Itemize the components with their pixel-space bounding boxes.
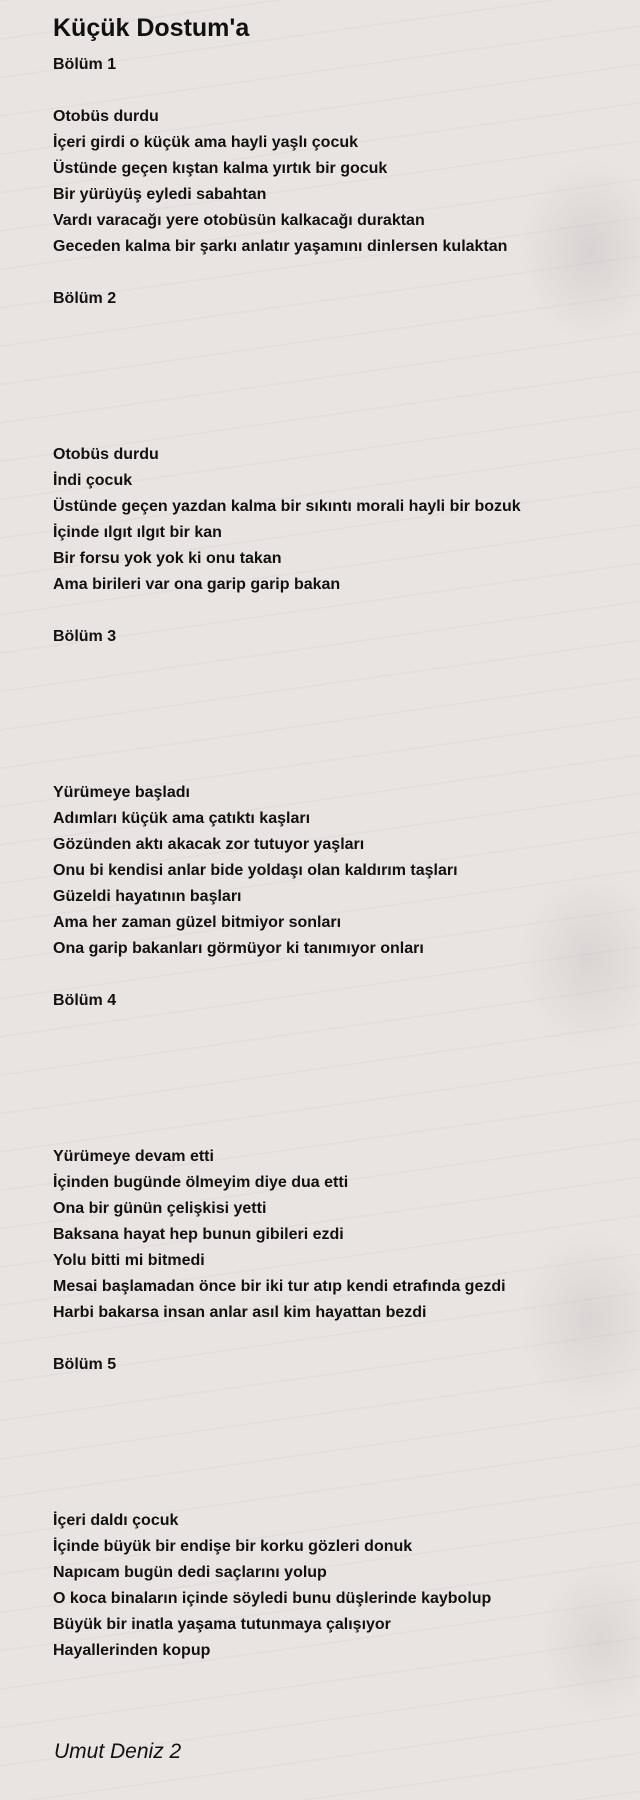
poem-line: Yürümeye devam etti — [53, 1148, 214, 1165]
poem-line: Ona garip bakanları görmüyor ki tanımıyor onları — [53, 940, 424, 957]
poem-line: Geceden kalma bir şarkı anlatır yaşamını dinlersen kulaktan — [53, 238, 508, 255]
poem-line: Bölüm 1 — [53, 56, 117, 73]
poem-blank-line — [53, 702, 613, 728]
poem-blank-line — [53, 676, 613, 702]
poem-line: Vardı varacağı yere otobüsün kalkacağı duraktan — [53, 212, 425, 229]
poem-blank-line — [53, 962, 613, 988]
poem-line: Otobüs durdu — [53, 108, 159, 125]
poem-line: Napıcam bugün dedi saçlarını yolup — [53, 1564, 327, 1581]
poem-line: Mesai başlamadan önce bir iki tur atıp kendi etrafında gezdi — [53, 1278, 506, 1295]
poem-line: Bölüm 3 — [53, 628, 117, 645]
poem-line: Üstünde geçen yazdan kalma bir sıkıntı morali hayli bir bozuk — [53, 498, 521, 515]
author-name[interactable]: Umut Deniz 2 — [54, 1740, 182, 1763]
poem-line: Hayallerinden kopup — [53, 1642, 211, 1659]
poem-blank-line — [53, 1326, 613, 1352]
poem-line: İçinde ılgıt ılgıt bir kan — [53, 524, 222, 541]
poem-line: Otobüs durdu — [53, 446, 159, 463]
poem-blank-line — [53, 1118, 613, 1144]
poem-line: Üstünde geçen kıştan kalma yırtık bir gocuk — [53, 160, 388, 177]
poem-line: Yolu bitti mi bitmedi — [53, 1252, 205, 1269]
poem-blank-line — [53, 1482, 613, 1508]
poem-blank-line — [53, 390, 613, 416]
poem-line: Güzeldi hayatının başları — [53, 888, 242, 905]
poem-line: Gözünden aktı akacak zor tutuyor yaşları — [53, 836, 365, 853]
poem-blank-line — [53, 1378, 613, 1404]
poem-line: Onu bi kendisi anlar bide yoldaşı olan kaldırım taşları — [53, 862, 458, 879]
poem-line: İndi çocuk — [53, 472, 133, 489]
poem-line: Bir yürüyüş eyledi sabahtan — [53, 186, 267, 203]
poem-blank-line — [53, 1040, 613, 1066]
poem-blank-line — [53, 78, 613, 104]
poem-line: Ona bir günün çelişkisi yetti — [53, 1200, 267, 1217]
poem-blank-line — [53, 364, 613, 390]
poem-line: Bir forsu yok yok ki onu takan — [53, 550, 282, 567]
poem-blank-line — [53, 1014, 613, 1040]
poem-line: Bölüm 2 — [53, 290, 117, 307]
poem-line: O koca binaların içinde söyledi bunu düşlerinde kaybolup — [53, 1590, 492, 1607]
poem-blank-line — [53, 598, 613, 624]
poem-line: Büyük bir inatla yaşama tutunmaya çalışıyor — [53, 1616, 391, 1633]
poem-line: Bölüm 5 — [53, 1356, 117, 1373]
poem-line: Baksana hayat hep bunun gibileri ezdi — [53, 1226, 344, 1243]
poem-blank-line — [53, 728, 613, 754]
poem-line: İçeri girdi o küçük ama hayli yaşlı çocuk — [53, 134, 359, 151]
poem-line: Ama her zaman güzel bitmiyor sonları — [53, 914, 342, 931]
poem-line: Bölüm 4 — [53, 992, 117, 1009]
poem-blank-line — [53, 416, 613, 442]
poem-body — [53, 52, 613, 1664]
poem-blank-line — [53, 1456, 613, 1482]
poem-line: Harbi bakarsa insan anlar asıl kim hayattan bezdi — [53, 1304, 427, 1321]
poem-container — [53, 10, 613, 1664]
poem-blank-line — [53, 338, 613, 364]
poem-line: İçeri daldı çocuk — [53, 1512, 179, 1529]
poem-blank-line — [53, 1092, 613, 1118]
poem-blank-line — [53, 1066, 613, 1092]
poem-blank-line — [53, 312, 613, 338]
poem-blank-line — [53, 260, 613, 286]
poem-line: Adımları küçük ama çatıktı kaşları — [53, 810, 311, 827]
poem-blank-line — [53, 1404, 613, 1430]
poem-blank-line — [53, 650, 613, 676]
poem-line: Ama birileri var ona garip garip bakan — [53, 576, 341, 593]
poem-line: İçinde büyük bir endişe bir korku gözleri donuk — [53, 1538, 413, 1555]
poem-line: İçinden bugünde ölmeyim diye dua etti — [53, 1174, 349, 1191]
poem-title: Küçük Dostum'a — [53, 14, 250, 42]
poem-blank-line — [53, 1430, 613, 1456]
poem-blank-line — [53, 754, 613, 780]
poem-line: Yürümeye başladı — [53, 784, 190, 801]
